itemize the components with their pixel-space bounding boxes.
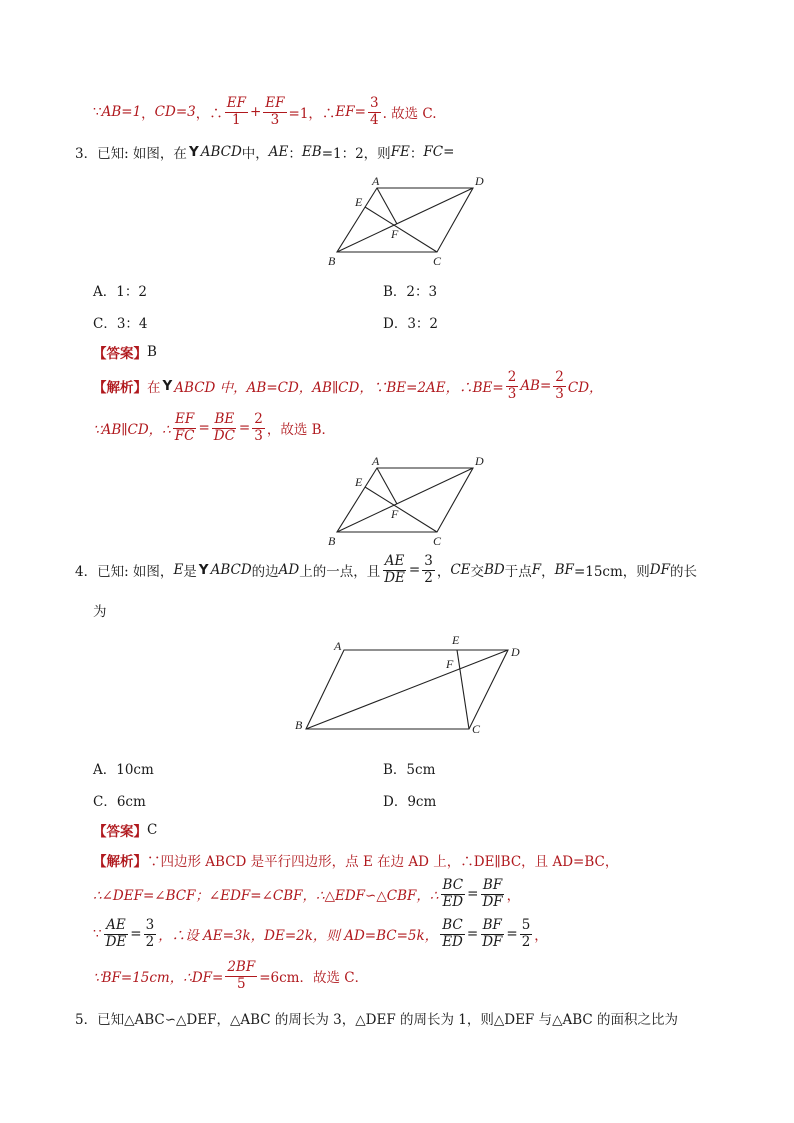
- segment-af: [377, 188, 397, 224]
- q4-parallelogram-figure: [292, 632, 532, 740]
- analysis-text: ∵BF=15cm，∴DF=: [93, 970, 224, 987]
- q3-option-c[interactable]: C．3：4: [93, 316, 148, 332]
- fraction-denominator: DE: [105, 933, 127, 950]
- fraction-denominator: 1: [232, 111, 241, 128]
- fraction: [382, 554, 407, 586]
- fraction-numerator: EF: [174, 411, 195, 427]
- text-therefore: ，∴: [195, 106, 223, 123]
- q3-analysis-line-1: [93, 370, 603, 402]
- question-text: AD: [278, 562, 300, 579]
- analysis-text: ，故选 B．: [266, 422, 336, 439]
- analysis-text: ，∴设 AE=3k，DE=2k，则 AD=BC=5k，: [158, 928, 439, 945]
- q3-option-b[interactable]: B．2：3: [383, 284, 438, 300]
- fraction-3-over-4: [368, 96, 381, 128]
- equals-sign: =: [467, 886, 479, 903]
- q4-option-a[interactable]: A．10cm: [93, 762, 154, 778]
- fraction: [212, 412, 237, 444]
- q4-answer-line: [93, 820, 157, 840]
- question-text: FC: [423, 144, 444, 160]
- fraction: [440, 918, 465, 950]
- fraction-denominator: DE: [384, 569, 405, 586]
- fraction-ef-over-3: [263, 96, 286, 128]
- diagonal-bd: [306, 650, 508, 729]
- q4-analysis-line-4: [93, 960, 368, 992]
- question-number: 5．: [75, 1012, 98, 1028]
- label-b: B: [328, 254, 336, 268]
- label-a: A: [334, 639, 342, 653]
- equals-sign: =: [238, 420, 251, 437]
- question-text: 的长: [670, 564, 697, 581]
- fraction-numerator: BF: [482, 917, 502, 933]
- fraction-denominator: 4: [369, 111, 379, 128]
- label-b: B: [328, 534, 336, 548]
- analysis-text: ∴∠DEF=∠BCF；∠EDF=∠CBF，∴△EDF∽△CBF，∴: [93, 888, 439, 905]
- question-text: 已知△ABC∽△DEF，△ABC 的周长为 3，△DEF 的周长为 1，则△DEF 与△ABC 的面积之比为: [97, 1012, 679, 1028]
- diagonal-ec: [365, 487, 437, 532]
- q3-option-d[interactable]: D．3：2: [383, 316, 439, 332]
- answer-tag: 【答案】: [93, 824, 147, 840]
- because-symbol: ∵: [93, 926, 102, 943]
- equals-sign: =: [198, 420, 210, 437]
- label-d: D: [475, 454, 484, 468]
- question-text: 交: [470, 564, 485, 581]
- question-text: ：: [409, 146, 424, 162]
- fraction-denominator: ED: [442, 933, 463, 950]
- q3-parallelogram-figure: [325, 172, 495, 268]
- fraction-numerator: 3: [369, 95, 379, 111]
- fraction: [480, 918, 504, 950]
- question-text: 已知: 如图，: [97, 564, 174, 581]
- fraction: [440, 878, 465, 910]
- parallelogram-symbol-icon: Y: [198, 562, 209, 579]
- q4-analysis-line-1: [93, 850, 618, 870]
- analysis-text: ∵AB∥CD，∴: [93, 422, 171, 439]
- label-e: E: [355, 195, 363, 209]
- fraction-denominator: 5: [236, 975, 246, 992]
- q4-option-b[interactable]: B．5cm: [383, 762, 436, 778]
- segment-af: [377, 468, 397, 504]
- fraction-numerator: 5: [521, 917, 531, 933]
- fraction-denominator: DC: [213, 427, 235, 444]
- fraction-numerator: 3: [145, 917, 155, 933]
- answer-tag: 【答案】: [93, 346, 147, 362]
- q3-analysis-parallelogram-figure: [325, 452, 495, 548]
- text-cd-eq: CD=3: [154, 104, 196, 121]
- fraction: [252, 412, 265, 444]
- parallelogram-symbol-icon: Y: [188, 144, 199, 160]
- question-text: =1：2，则: [321, 146, 391, 162]
- text-ab-eq: AB=1: [101, 104, 142, 121]
- q3-analysis-line-2: [93, 412, 335, 444]
- analysis-text: CD，: [567, 380, 603, 397]
- fraction-numerator: 2BF: [227, 959, 256, 975]
- question-text: =: [443, 144, 455, 160]
- analysis-text: ，: [506, 888, 521, 905]
- fraction-denominator: 3: [507, 385, 517, 402]
- analysis-text: ABCD 中，AB=CD，AB∥CD，∵BE=2AE，∴BE=: [174, 380, 504, 397]
- analysis-text: ∵四边形 ABCD 是平行四边形，点 E 在边 AD 上，∴DE∥BC，且 AD=BC，: [147, 854, 619, 870]
- fraction-denominator: DF: [482, 893, 503, 910]
- question-text: ABCD: [200, 144, 242, 160]
- question-5-stem: [75, 1008, 678, 1028]
- question-text: FE: [390, 144, 410, 160]
- q4-option-d[interactable]: D．9cm: [383, 794, 437, 810]
- fraction: [553, 370, 566, 402]
- fraction-denominator: FC: [174, 427, 195, 444]
- fraction: [144, 918, 157, 950]
- question-text: 已知: 如图，在: [97, 146, 187, 162]
- label-c: C: [433, 534, 442, 548]
- q4-option-c[interactable]: C．6cm: [93, 794, 146, 810]
- fraction-numerator: 2: [507, 369, 517, 385]
- label-e: E: [452, 633, 460, 647]
- question-text: 是: [183, 564, 197, 581]
- text-comma: ，: [141, 106, 155, 123]
- fraction-ef-over-1: [225, 96, 248, 128]
- analysis-text: ，: [534, 928, 548, 945]
- fraction: [225, 960, 257, 992]
- fraction-denominator: 2: [521, 933, 531, 950]
- text-ef-eq: EF=: [335, 104, 366, 121]
- fraction-numerator: BC: [442, 917, 463, 933]
- fraction-denominator: ED: [442, 893, 464, 910]
- question-number: 3．: [75, 146, 98, 162]
- label-b: B: [295, 718, 303, 732]
- equals-sign: =: [408, 562, 421, 579]
- analysis-text: 在: [147, 380, 161, 397]
- fraction-numerator: 2: [254, 411, 263, 427]
- question-text: EB: [301, 144, 322, 160]
- fraction-numerator: BE: [214, 411, 235, 427]
- plus-sign: +: [249, 104, 262, 121]
- fraction: [104, 918, 129, 950]
- q3-answer-line: [93, 342, 157, 362]
- fraction-denominator: 2: [145, 933, 155, 950]
- label-f: F: [391, 227, 399, 241]
- text-choose-c: . 故选 C.: [382, 106, 437, 123]
- fraction: [520, 918, 533, 950]
- question-text: DF: [649, 562, 670, 579]
- question-text: ，: [541, 564, 555, 581]
- q4-analysis-line-2: [93, 878, 520, 910]
- text-equals-one: =1，∴: [288, 106, 336, 123]
- diagonal-ec: [365, 207, 437, 252]
- fraction-denominator: 3: [555, 385, 564, 402]
- label-c: C: [433, 254, 442, 268]
- equals-sign: =: [466, 926, 479, 943]
- label-e: E: [355, 475, 363, 489]
- fraction-denominator: 3: [270, 111, 280, 128]
- question-text: BF: [554, 562, 574, 579]
- question-text: 的边: [251, 564, 279, 581]
- question-3-stem: [75, 142, 454, 162]
- parallelogram-symbol-icon: Y: [162, 378, 173, 395]
- analysis-text: AB=: [520, 378, 552, 395]
- fraction-numerator: BC: [442, 877, 464, 893]
- fraction: [173, 412, 197, 444]
- segment-ec: [457, 650, 469, 729]
- q3-option-a[interactable]: A．1：2: [93, 284, 147, 300]
- label-f: F: [391, 507, 399, 521]
- fraction: [422, 554, 435, 586]
- question-text: 上的一点，且: [299, 564, 381, 581]
- label-d: D: [475, 174, 484, 188]
- fraction-numerator: AE: [106, 917, 126, 933]
- answer-value: B: [147, 344, 157, 360]
- question-text: BD: [484, 562, 505, 579]
- question-number: 4．: [75, 564, 98, 581]
- equals-sign: =: [130, 926, 142, 943]
- question-4-stem: [75, 554, 697, 586]
- fraction: [480, 878, 504, 910]
- label-d: D: [511, 645, 520, 659]
- question-text: =15cm，则: [573, 564, 650, 581]
- answer-value: C: [147, 822, 158, 838]
- fraction-denominator: DF: [482, 933, 503, 950]
- fraction-numerator: EF: [265, 95, 285, 111]
- fraction: [506, 370, 519, 402]
- prev-solution-line: [93, 96, 437, 128]
- question-text: E: [173, 562, 184, 579]
- label-f: F: [446, 657, 454, 671]
- question-text: ABCD: [210, 562, 252, 579]
- question-text: ，: [436, 564, 451, 581]
- question-text: AE: [268, 144, 289, 160]
- question-text: 中，: [241, 146, 269, 162]
- fraction-denominator: 2: [424, 569, 433, 586]
- question-text: 为: [93, 604, 107, 620]
- fraction-denominator: 3: [254, 427, 263, 444]
- q4-analysis-line-3: [93, 918, 548, 950]
- question-text: F: [531, 562, 542, 579]
- fraction-numerator: EF: [226, 95, 246, 111]
- question-4-stem-cont: [93, 600, 107, 620]
- analysis-tag: 【解析】: [93, 854, 147, 870]
- label-a: A: [372, 174, 380, 188]
- fraction-numerator: BF: [482, 877, 503, 893]
- fraction-numerator: 3: [424, 553, 433, 569]
- question-text: CE: [450, 562, 471, 579]
- fraction-numerator: AE: [384, 553, 405, 569]
- label-c: C: [472, 722, 481, 736]
- equals-sign: =: [506, 926, 518, 943]
- analysis-text: =6cm．故选 C．: [259, 970, 369, 987]
- because-symbol: ∵: [93, 104, 102, 121]
- question-text: 于点: [504, 564, 532, 581]
- label-a: A: [372, 454, 380, 468]
- question-text: ：: [288, 146, 302, 162]
- analysis-tag: 【解析】: [93, 380, 147, 397]
- fraction-numerator: 2: [555, 369, 564, 385]
